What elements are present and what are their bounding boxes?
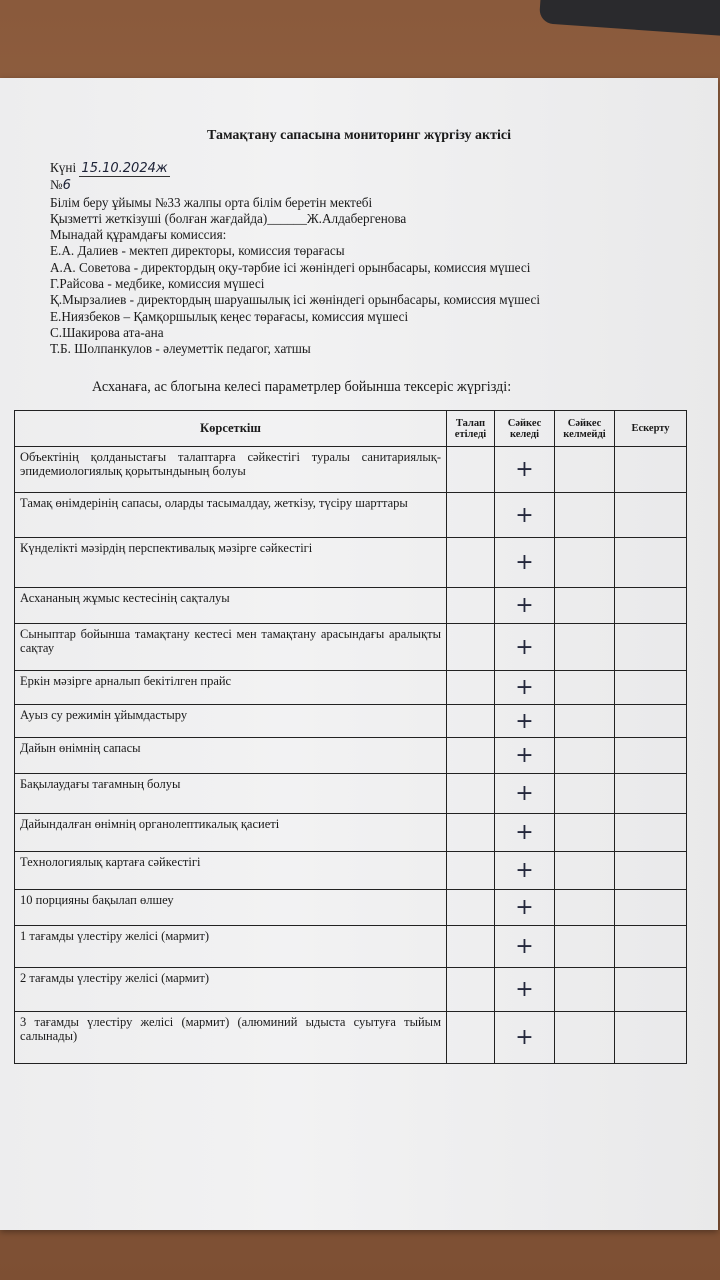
noncompliant-cell (555, 1012, 615, 1064)
table-row (15, 774, 687, 814)
indicator-cell: 2 тағамды үлестіру желісі (мармит) (15, 968, 447, 1012)
note-cell (615, 774, 687, 814)
required-cell (447, 588, 495, 624)
required-cell (447, 968, 495, 1012)
note-cell (615, 852, 687, 890)
member-line: С.Шакирова ата-ана (50, 324, 164, 340)
required-cell (447, 538, 495, 588)
table-row (15, 926, 687, 968)
inspection-intro: Асханаға, ас блогына келесі параметрлер бойынша тексеріс жүргізді: (92, 379, 512, 395)
compliant-mark: + (495, 705, 555, 738)
required-cell (447, 814, 495, 852)
compliant-mark: + (495, 774, 555, 814)
table-row (15, 493, 687, 538)
document-sheet (0, 78, 718, 1230)
noncompliant-cell (555, 493, 615, 538)
noncompliant-cell (555, 624, 615, 671)
member-line: Г.Райсова - медбике, комиссия мүшесі (50, 276, 265, 292)
compliant-mark: + (495, 538, 555, 588)
note-cell (615, 705, 687, 738)
document-title: Тамақтану сапасына мониторинг жүргізу актісі (207, 128, 511, 143)
noncompliant-cell (555, 774, 615, 814)
compliant-mark: + (495, 814, 555, 852)
noncompliant-cell (555, 671, 615, 705)
compliant-mark: + (495, 671, 555, 705)
header-note: Ескерту (615, 411, 687, 447)
compliant-mark: + (495, 1012, 555, 1064)
required-cell (447, 774, 495, 814)
noncompliant-cell (555, 852, 615, 890)
school-line: Білім беру ұйымы №33 жалпы орта білім беретін мектебі (50, 194, 373, 210)
indicator-cell: Тамақ өнімдерінің сапасы, оларды тасымалдау, жеткізу, түсіру шарттары (15, 493, 447, 538)
indicator-cell: Дайындалған өнімнің органолептикалық қасиеті (15, 814, 447, 852)
header-required: Талап етіледі (447, 411, 495, 447)
indicator-cell: Сыныптар бойынша тамақтану кестесі мен тамақтану арасындағы аралықты сақтау (15, 624, 447, 671)
table-header-row (15, 411, 687, 447)
note-cell (615, 588, 687, 624)
note-cell (615, 814, 687, 852)
indicator-cell: Технологиялық картаға сәйкестігі (15, 852, 447, 890)
inspection-table (14, 410, 687, 1064)
required-cell (447, 1012, 495, 1064)
noncompliant-cell (555, 738, 615, 774)
date-label: Күні (50, 160, 77, 175)
header-noncompliant: Сәйкес келмейді (555, 411, 615, 447)
noncompliant-cell (555, 705, 615, 738)
compliant-mark: + (495, 926, 555, 968)
noncompliant-cell (555, 538, 615, 588)
note-cell (615, 624, 687, 671)
table-row (15, 738, 687, 774)
member-line: Е.А. Далиев - мектеп директоры, комиссия төрағасы (50, 243, 345, 259)
note-cell (615, 1012, 687, 1064)
compliant-mark: + (495, 890, 555, 926)
number-line (50, 177, 540, 194)
required-cell (447, 447, 495, 493)
required-cell (447, 671, 495, 705)
required-cell (447, 624, 495, 671)
header-compliant: Сәйкес келеді (495, 411, 555, 447)
date-value: 15.10.2024ж (81, 161, 168, 176)
compliant-mark: + (495, 493, 555, 538)
header-indicator: Көрсеткіш (15, 411, 447, 447)
required-cell (447, 852, 495, 890)
date-line (50, 160, 540, 177)
commission-intro: Мынадай құрамдағы комиссия: (50, 227, 227, 243)
note-cell (615, 493, 687, 538)
table-row (15, 624, 687, 671)
supplier-value: Ж.Алдабергенова (306, 210, 407, 226)
document-header-lines (50, 160, 540, 358)
note-cell (615, 671, 687, 705)
note-cell (615, 926, 687, 968)
indicator-cell: Күнделікті мәзірдің перспективалық мәзірге сәйкестігі (15, 538, 447, 588)
member-line: Т.Б. Шолпанкулов - әлеуметтік педагог, хатшы (50, 341, 311, 357)
note-cell (615, 968, 687, 1012)
supplier-line (50, 211, 540, 227)
member-line: Қ.Мырзалиев - директордың шаруашылық ісі жөніндегі орынбасары, комиссия мүшесі (50, 292, 541, 308)
table-row (15, 538, 687, 588)
required-cell (447, 705, 495, 738)
noncompliant-cell (555, 926, 615, 968)
indicator-cell: 3 тағамды үлестіру желісі (мармит) (алюминий ыдыста суытуға тыйым салынады) (15, 1012, 447, 1064)
compliant-mark: + (495, 588, 555, 624)
table-row (15, 447, 687, 493)
indicator-cell: Еркін мәзірге арналып бекітілген прайс (15, 671, 447, 705)
table-row (15, 1012, 687, 1064)
compliant-mark: + (495, 852, 555, 890)
noncompliant-cell (555, 814, 615, 852)
number-label: № (50, 177, 63, 193)
indicator-cell: 10 порцияны бақылап өлшеу (15, 890, 447, 926)
table-row (15, 588, 687, 624)
required-cell (447, 738, 495, 774)
compliant-mark: + (495, 624, 555, 671)
compliant-mark: + (495, 447, 555, 493)
noncompliant-cell (555, 968, 615, 1012)
note-cell (615, 447, 687, 493)
indicator-cell: Ауыз су режимін ұйымдастыру (15, 705, 447, 738)
supplier-label: Қызметті жеткізуші (болған жағдайда)______ (50, 210, 307, 226)
required-cell (447, 890, 495, 926)
number-value: 6 (62, 178, 71, 194)
required-cell (447, 926, 495, 968)
table-row (15, 890, 687, 926)
table-row (15, 852, 687, 890)
indicator-cell: Бақылаудағы тағамның болуы (15, 774, 447, 814)
member-line: Е.Ниязбеков – Қамқоршылық кеңес төрағасы, комиссия мүшесі (50, 308, 409, 324)
table-row (15, 968, 687, 1012)
laptop-corner (539, 0, 720, 37)
indicator-cell: 1 тағамды үлестіру желісі (мармит) (15, 926, 447, 968)
note-cell (615, 890, 687, 926)
table-row (15, 705, 687, 738)
table-row (15, 671, 687, 705)
compliant-mark: + (495, 738, 555, 774)
compliant-mark: + (495, 968, 555, 1012)
note-cell (615, 538, 687, 588)
noncompliant-cell (555, 588, 615, 624)
indicator-cell: Объектінің қолданыстағы талаптарға сәйкестігі туралы санитариялық-эпидемиологиялық қорытындының болуы (15, 447, 447, 493)
member-line: А.А. Советова - директордың оқу-тәрбие ісі жөніндегі орынбасары, комиссия мүшесі (50, 259, 531, 275)
required-cell (447, 493, 495, 538)
indicator-cell: Дайын өнімнің сапасы (15, 738, 447, 774)
table-row (15, 814, 687, 852)
indicator-cell: Асхананың жұмыс кестесінің сақталуы (15, 588, 447, 624)
note-cell (615, 738, 687, 774)
noncompliant-cell (555, 447, 615, 493)
noncompliant-cell (555, 890, 615, 926)
